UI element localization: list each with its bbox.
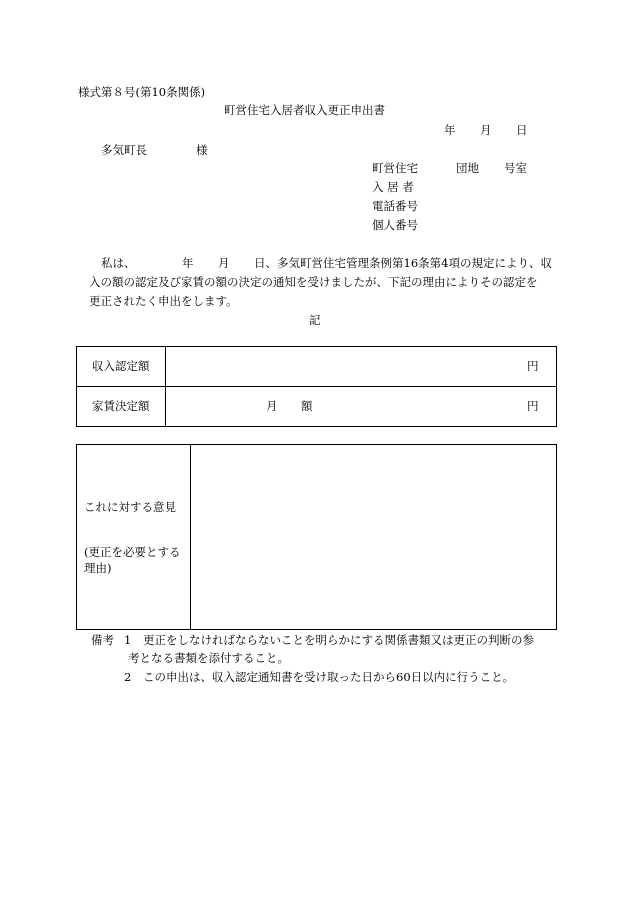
opinion-label: これに対する意見 — [84, 500, 176, 514]
opinion-table-column-divider — [190, 444, 191, 629]
addressee-honorific: 様 — [196, 143, 208, 157]
body-line1-start: 私は、 — [101, 256, 136, 270]
note1-number: 1 — [124, 633, 132, 647]
note1-line2: 考となる書類を添付すること。 — [128, 651, 289, 665]
housing-label: 町営住宅 — [372, 161, 418, 175]
amount-table-divider — [76, 386, 556, 387]
body-line1-year: 年 — [182, 256, 194, 270]
rent-decided-label: 家賃決定額 — [92, 399, 150, 413]
opinion-table — [76, 444, 557, 630]
ki-mark: 記 — [309, 313, 321, 327]
reason-label-line2: 理由) — [84, 561, 112, 575]
date-day: 日 — [516, 123, 528, 137]
amount-table-column-divider — [165, 346, 166, 426]
document-title: 町営住宅入居者収入更正申出書 — [224, 103, 385, 117]
body-line3: 更正されたく申出をします。 — [89, 294, 238, 308]
reason-label-line1: (更正を必要とする — [84, 545, 181, 559]
rent-decided-unit: 円 — [527, 399, 539, 413]
phone-label: 電話番号 — [372, 199, 418, 213]
notes-heading: 備考 — [91, 633, 114, 647]
date-month: 月 — [480, 123, 492, 137]
rent-monthly-label: 月 — [266, 399, 278, 413]
date-year: 年 — [444, 123, 456, 137]
body-line2: 入の額の認定及び家賃の額の決定の通知を受けましたが、下記の理由によりその認定を — [89, 275, 538, 289]
body-line1-month: 月 — [218, 256, 230, 270]
resident-label: 入 居 者 — [372, 180, 414, 194]
my-number-label: 個人番号 — [372, 218, 418, 232]
room-label: 号室 — [504, 161, 527, 175]
note2-number: 2 — [124, 670, 132, 684]
income-certified-label: 収入認定額 — [92, 359, 150, 373]
danchi-label: 団地 — [456, 161, 479, 175]
body-line1-end: 日、多気町営住宅管理条例第16条第4項の規定により、収 — [254, 256, 552, 270]
note1-line1: 更正をしなければならないことを明らかにする関係書類又は更正の判断の参 — [143, 633, 534, 647]
addressee-name: 多気町長 — [101, 143, 147, 157]
income-certified-unit: 円 — [527, 359, 539, 373]
note2-text: この申出は、収入認定通知書を受け取った日から60日以内に行うこと。 — [143, 670, 515, 684]
rent-amount-label: 額 — [301, 399, 313, 413]
form-id: 様式第８号(第10条関係) — [78, 85, 206, 99]
